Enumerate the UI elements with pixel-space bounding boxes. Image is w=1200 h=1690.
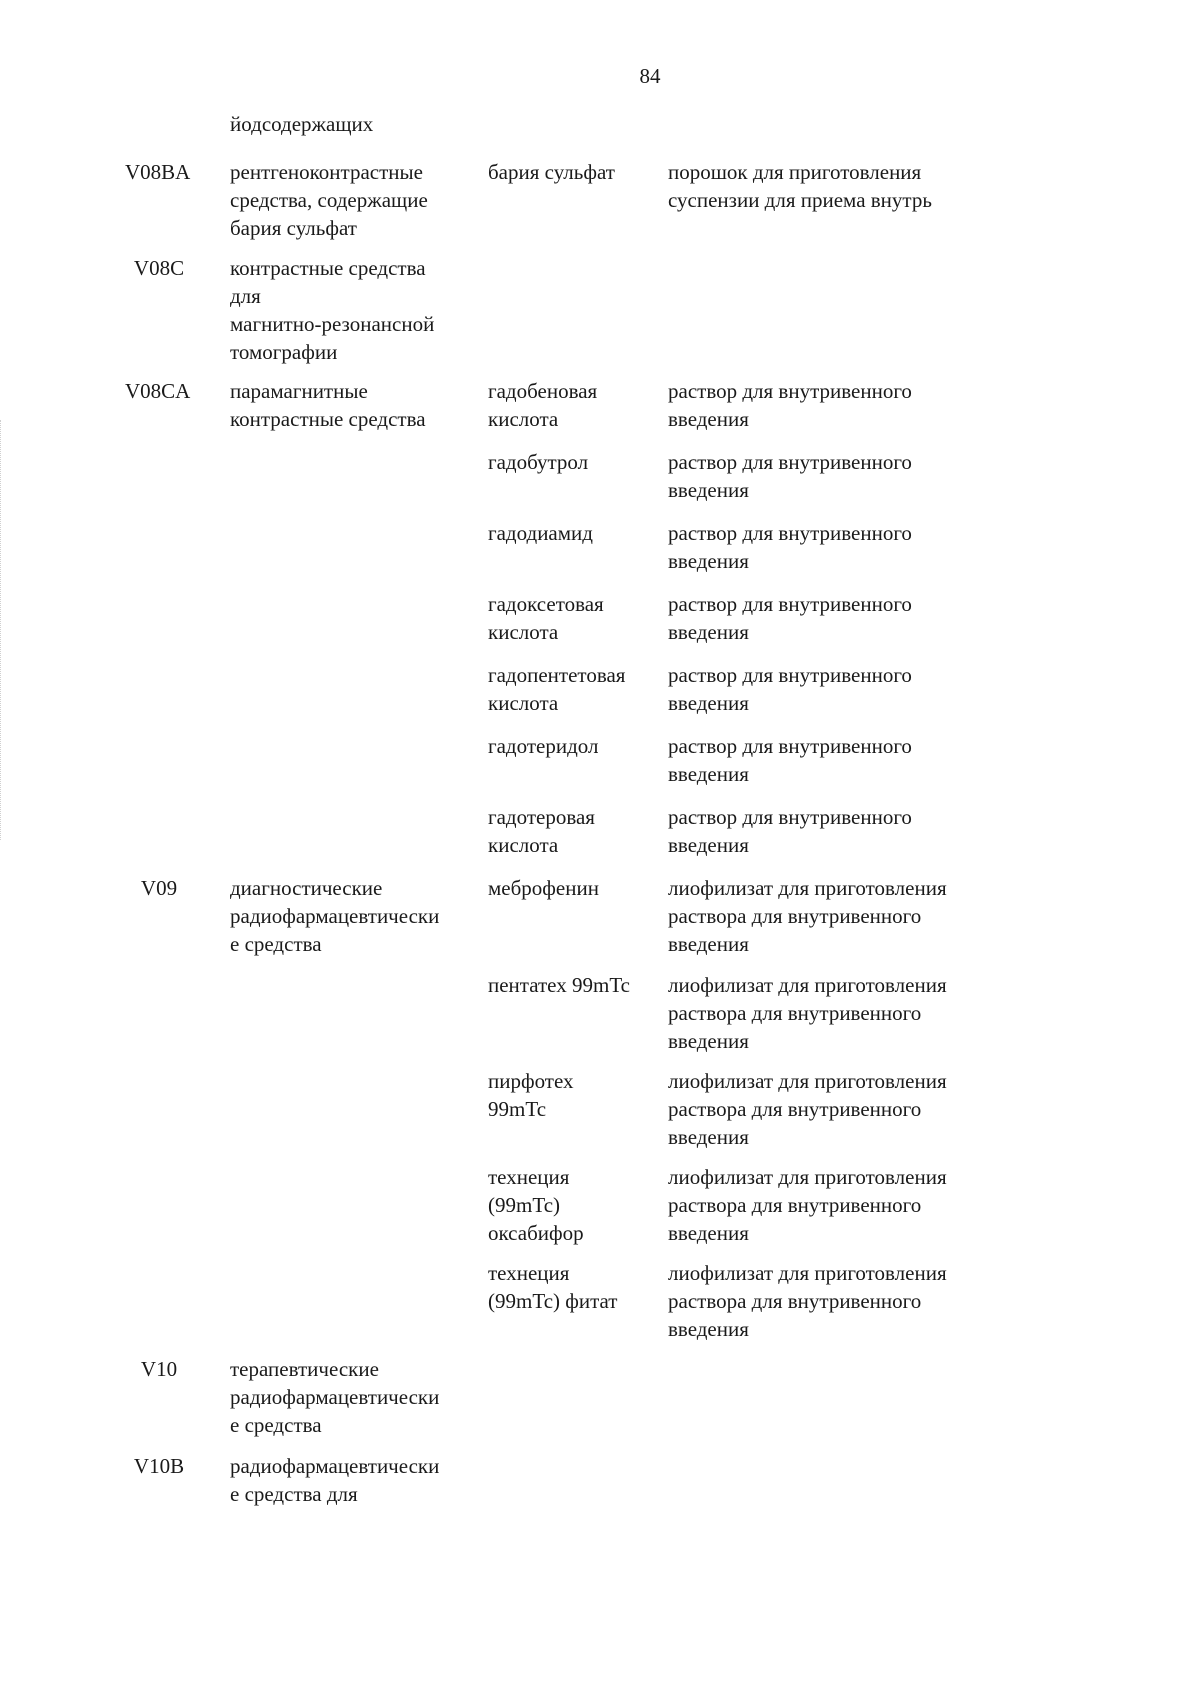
dosage-form: раствор для внутривенного введения	[668, 379, 912, 431]
group-name: диагностические радиофармацевтически е средства	[230, 876, 440, 956]
drug-name: пирфотех 99mTc	[488, 1069, 574, 1121]
atc-code: V09	[140, 876, 178, 900]
dosage-form: лиофилизат для приготовления раствора для внутривенного введения	[668, 973, 947, 1053]
group-name: рентгеноконтрастные средства, содержащие бария сульфат	[230, 160, 428, 240]
scan-edge-mark	[0, 420, 15, 840]
dosage-form: лиофилизат для приготовления раствора для внутривенного введения	[668, 1261, 947, 1341]
group-name: терапевтические радиофармацевтически е средства	[230, 1357, 440, 1437]
drug-name: гадодиамид	[488, 521, 593, 545]
dosage-form: раствор для внутривенного введения	[668, 521, 912, 573]
page-number: 84	[639, 64, 661, 88]
dosage-form: раствор для внутривенного введения	[668, 450, 912, 502]
group-name: контрастные средства для магнитно-резонансной томографии	[230, 256, 435, 364]
dosage-form: раствор для внутривенного введения	[668, 663, 912, 715]
drug-name: технеция (99mTc) оксабифор	[488, 1165, 584, 1245]
drug-name: гадоксетовая кислота	[488, 592, 604, 644]
atc-code: V08BA	[125, 160, 191, 184]
drug-name: гадотеровая кислота	[488, 805, 595, 857]
dosage-form: порошок для приготовления суспензии для приема внутрь	[668, 160, 932, 212]
drug-name: гадобеновая кислота	[488, 379, 598, 431]
dosage-form: лиофилизат для приготовления раствора для внутривенного введения	[668, 1165, 947, 1245]
drug-name: пентатех 99mTc	[488, 973, 630, 997]
atc-code: V10	[140, 1357, 178, 1381]
group-name: радиофармацевтически е средства для	[230, 1454, 440, 1506]
dosage-form: лиофилизат для приготовления раствора для внутривенного введения	[668, 876, 947, 956]
group-name: парамагнитные контрастные средства	[230, 379, 426, 431]
atc-code: V08CA	[125, 379, 191, 403]
drug-name: бария сульфат	[488, 160, 615, 184]
dosage-form: лиофилизат для приготовления раствора для внутривенного введения	[668, 1069, 947, 1149]
drug-name: меброфенин	[488, 876, 599, 900]
atc-code: V10B	[133, 1454, 185, 1478]
dosage-form: раствор для внутривенного введения	[668, 734, 912, 786]
atc-code: V08C	[133, 256, 185, 280]
dosage-form: раствор для внутривенного введения	[668, 805, 912, 857]
drug-name: технеция (99mTc) фитат	[488, 1261, 618, 1313]
drug-name: гадопентетовая кислота	[488, 663, 626, 715]
continuation-text: йодсодержащих	[230, 112, 374, 136]
dosage-form: раствор для внутривенного введения	[668, 592, 912, 644]
drug-name: гадотеридол	[488, 734, 599, 758]
drug-name: гадобутрол	[488, 450, 589, 474]
